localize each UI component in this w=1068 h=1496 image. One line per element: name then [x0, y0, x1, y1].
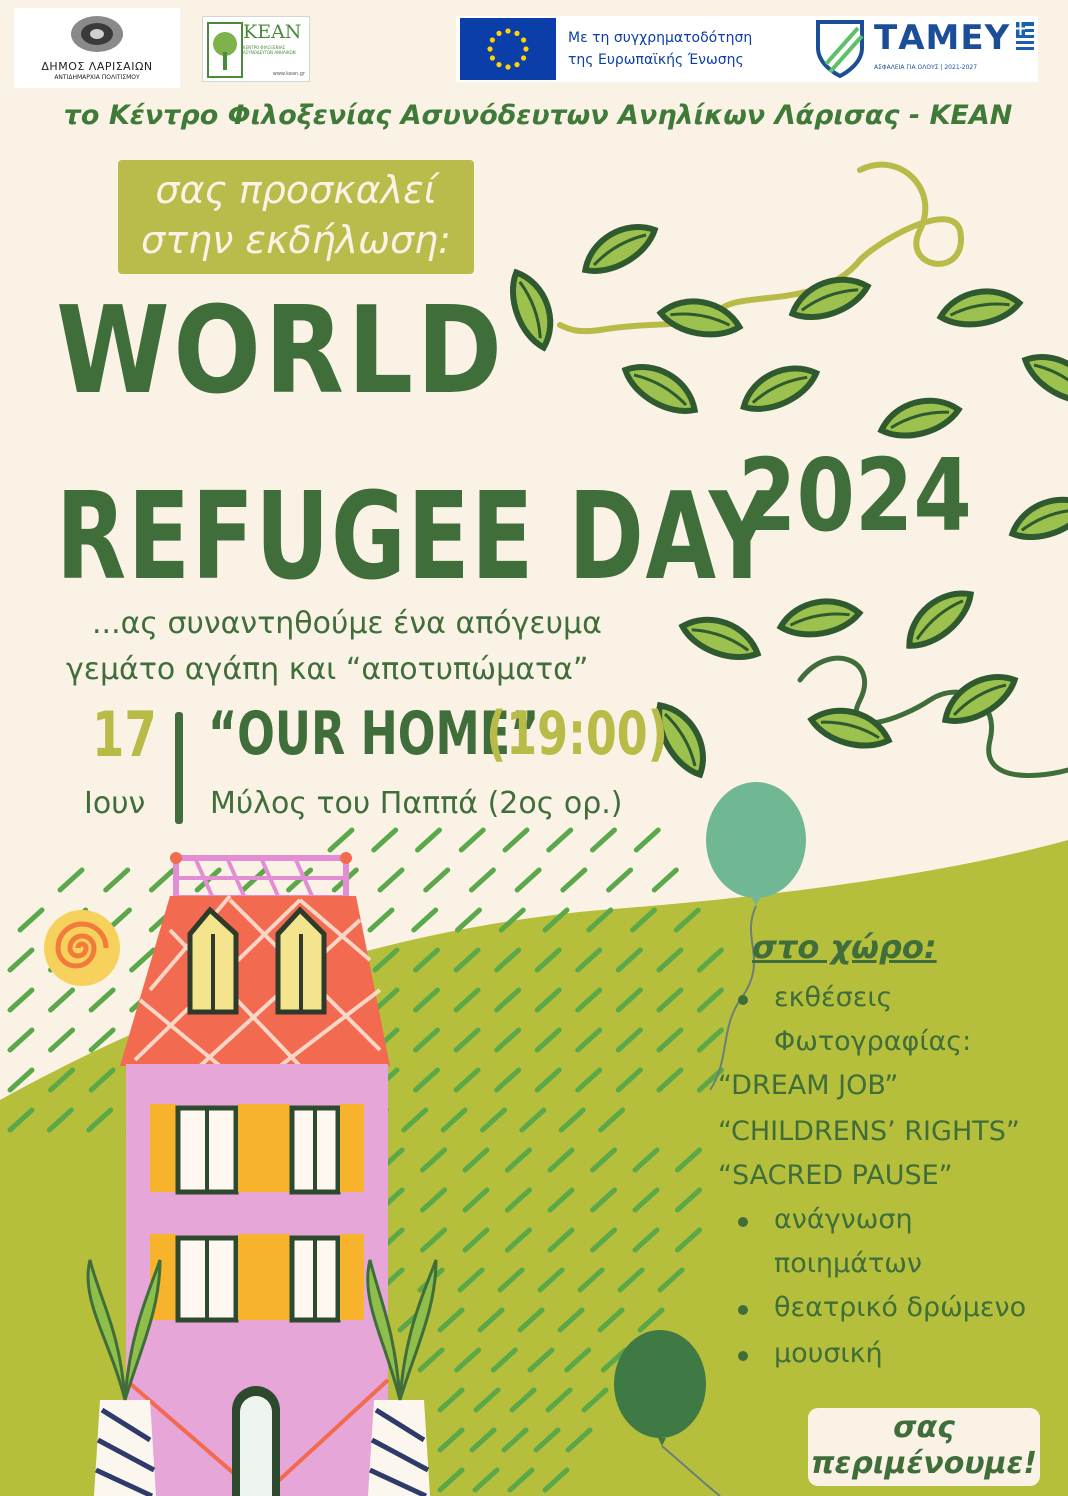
bullet-icon [738, 1305, 748, 1315]
tamey-name: ΤΑΜΕΥ [874, 18, 1011, 58]
closing-line-2: περιμένουμε! [810, 1446, 1038, 1481]
dimos-sub: ΑΝΤΙΔΗΜΑΡΧΙΑ ΠΟΛΙΤΙΣΜΟΥ [54, 74, 140, 81]
program-item-exhibitions-2: Φωτογραφίας: [774, 1026, 972, 1057]
dimos-larisaion-logo [14, 8, 180, 88]
tagline-line-2: γεμάτο αγάπη και “αποτυπώματα” [66, 652, 589, 687]
dimos-name: ΔΗΜΟΣ ΛΑΡΙΣΑΙΩΝ [41, 60, 153, 73]
title-refugee-day: REFUGEE DAY [56, 468, 777, 607]
tagline-line-1: ...ας συναντηθούμε ένα απόγευμα [92, 606, 602, 641]
program-item-poetry: ανάγνωση [774, 1204, 913, 1235]
tamey-shield-icon [814, 18, 870, 80]
bullet-icon [738, 1217, 748, 1227]
title-year: 2024 [738, 437, 972, 554]
tamey-sub: ΑΣΦΑΛΕΙΑ ΓΙΑ ΟΛΟΥΣ | 2021-2027 [874, 64, 978, 71]
program-item-music: μουσική [774, 1338, 883, 1369]
exhibit-sacred-pause: “SACRED PAUSE” [718, 1160, 953, 1191]
eu-cofunding-line1: Με τη συγχρηματοδότηση [568, 30, 753, 46]
bullet-icon [738, 1351, 748, 1361]
program-item-poetry-2: ποιημάτων [774, 1248, 922, 1279]
exhibit-childrens-rights: “CHILDRENS’ RIGHTS” [718, 1116, 1020, 1147]
title-world: WORLD [56, 282, 506, 421]
eu-tamey-logo [456, 16, 1038, 82]
closing-line-1: σας [893, 1410, 955, 1445]
eu-cofunding-line2: της Ευρωπαϊκής Ένωσης [568, 52, 744, 68]
event-time: (19:00) [486, 699, 668, 769]
date-divider [175, 712, 183, 824]
kean-url: www.kean.gr [272, 71, 305, 77]
event-day: 17 [92, 698, 157, 771]
exhibit-dream-job: “DREAM JOB” [718, 1070, 899, 1101]
program-item-exhibitions: εκθέσεις [774, 982, 893, 1013]
program-heading: στο χώρο: [752, 928, 937, 966]
greek-flag-icon [1016, 22, 1034, 50]
organizer-line: το Κέντρο Φιλοξενίας Ασυνόδευτων Ανηλίκων Λάρισας - ΚΕΑΝ [63, 100, 1013, 131]
dimos-emblem-icon [14, 8, 180, 60]
kean-sub: ΚΕΝΤΡΟ ΦΙΛΟΞΕΝΙΑΣ ΑΣΥΝΟΔΕΥΤΩΝ ΑΝΗΛΙΚΩΝ [243, 45, 296, 55]
invite-line-1: σας προσκαλεί [155, 168, 437, 212]
closing-banner [808, 1408, 1040, 1486]
invite-line-2: στην εκδήλωση: [141, 218, 451, 262]
eu-flag-icon [460, 18, 556, 80]
event-name: “OUR HOME” [208, 699, 540, 769]
invite-banner [118, 160, 474, 274]
tree-icon [207, 22, 243, 78]
program-item-theatre: θεατρικό δρώμενο [774, 1292, 1027, 1323]
bullet-icon [738, 995, 748, 1005]
event-place: Μύλος του Παππά (2ος ορ.) [210, 786, 623, 821]
kean-logo [202, 16, 310, 82]
kean-name: ΚΕΑΝ [243, 21, 302, 43]
event-month: Ιουν [84, 786, 146, 821]
